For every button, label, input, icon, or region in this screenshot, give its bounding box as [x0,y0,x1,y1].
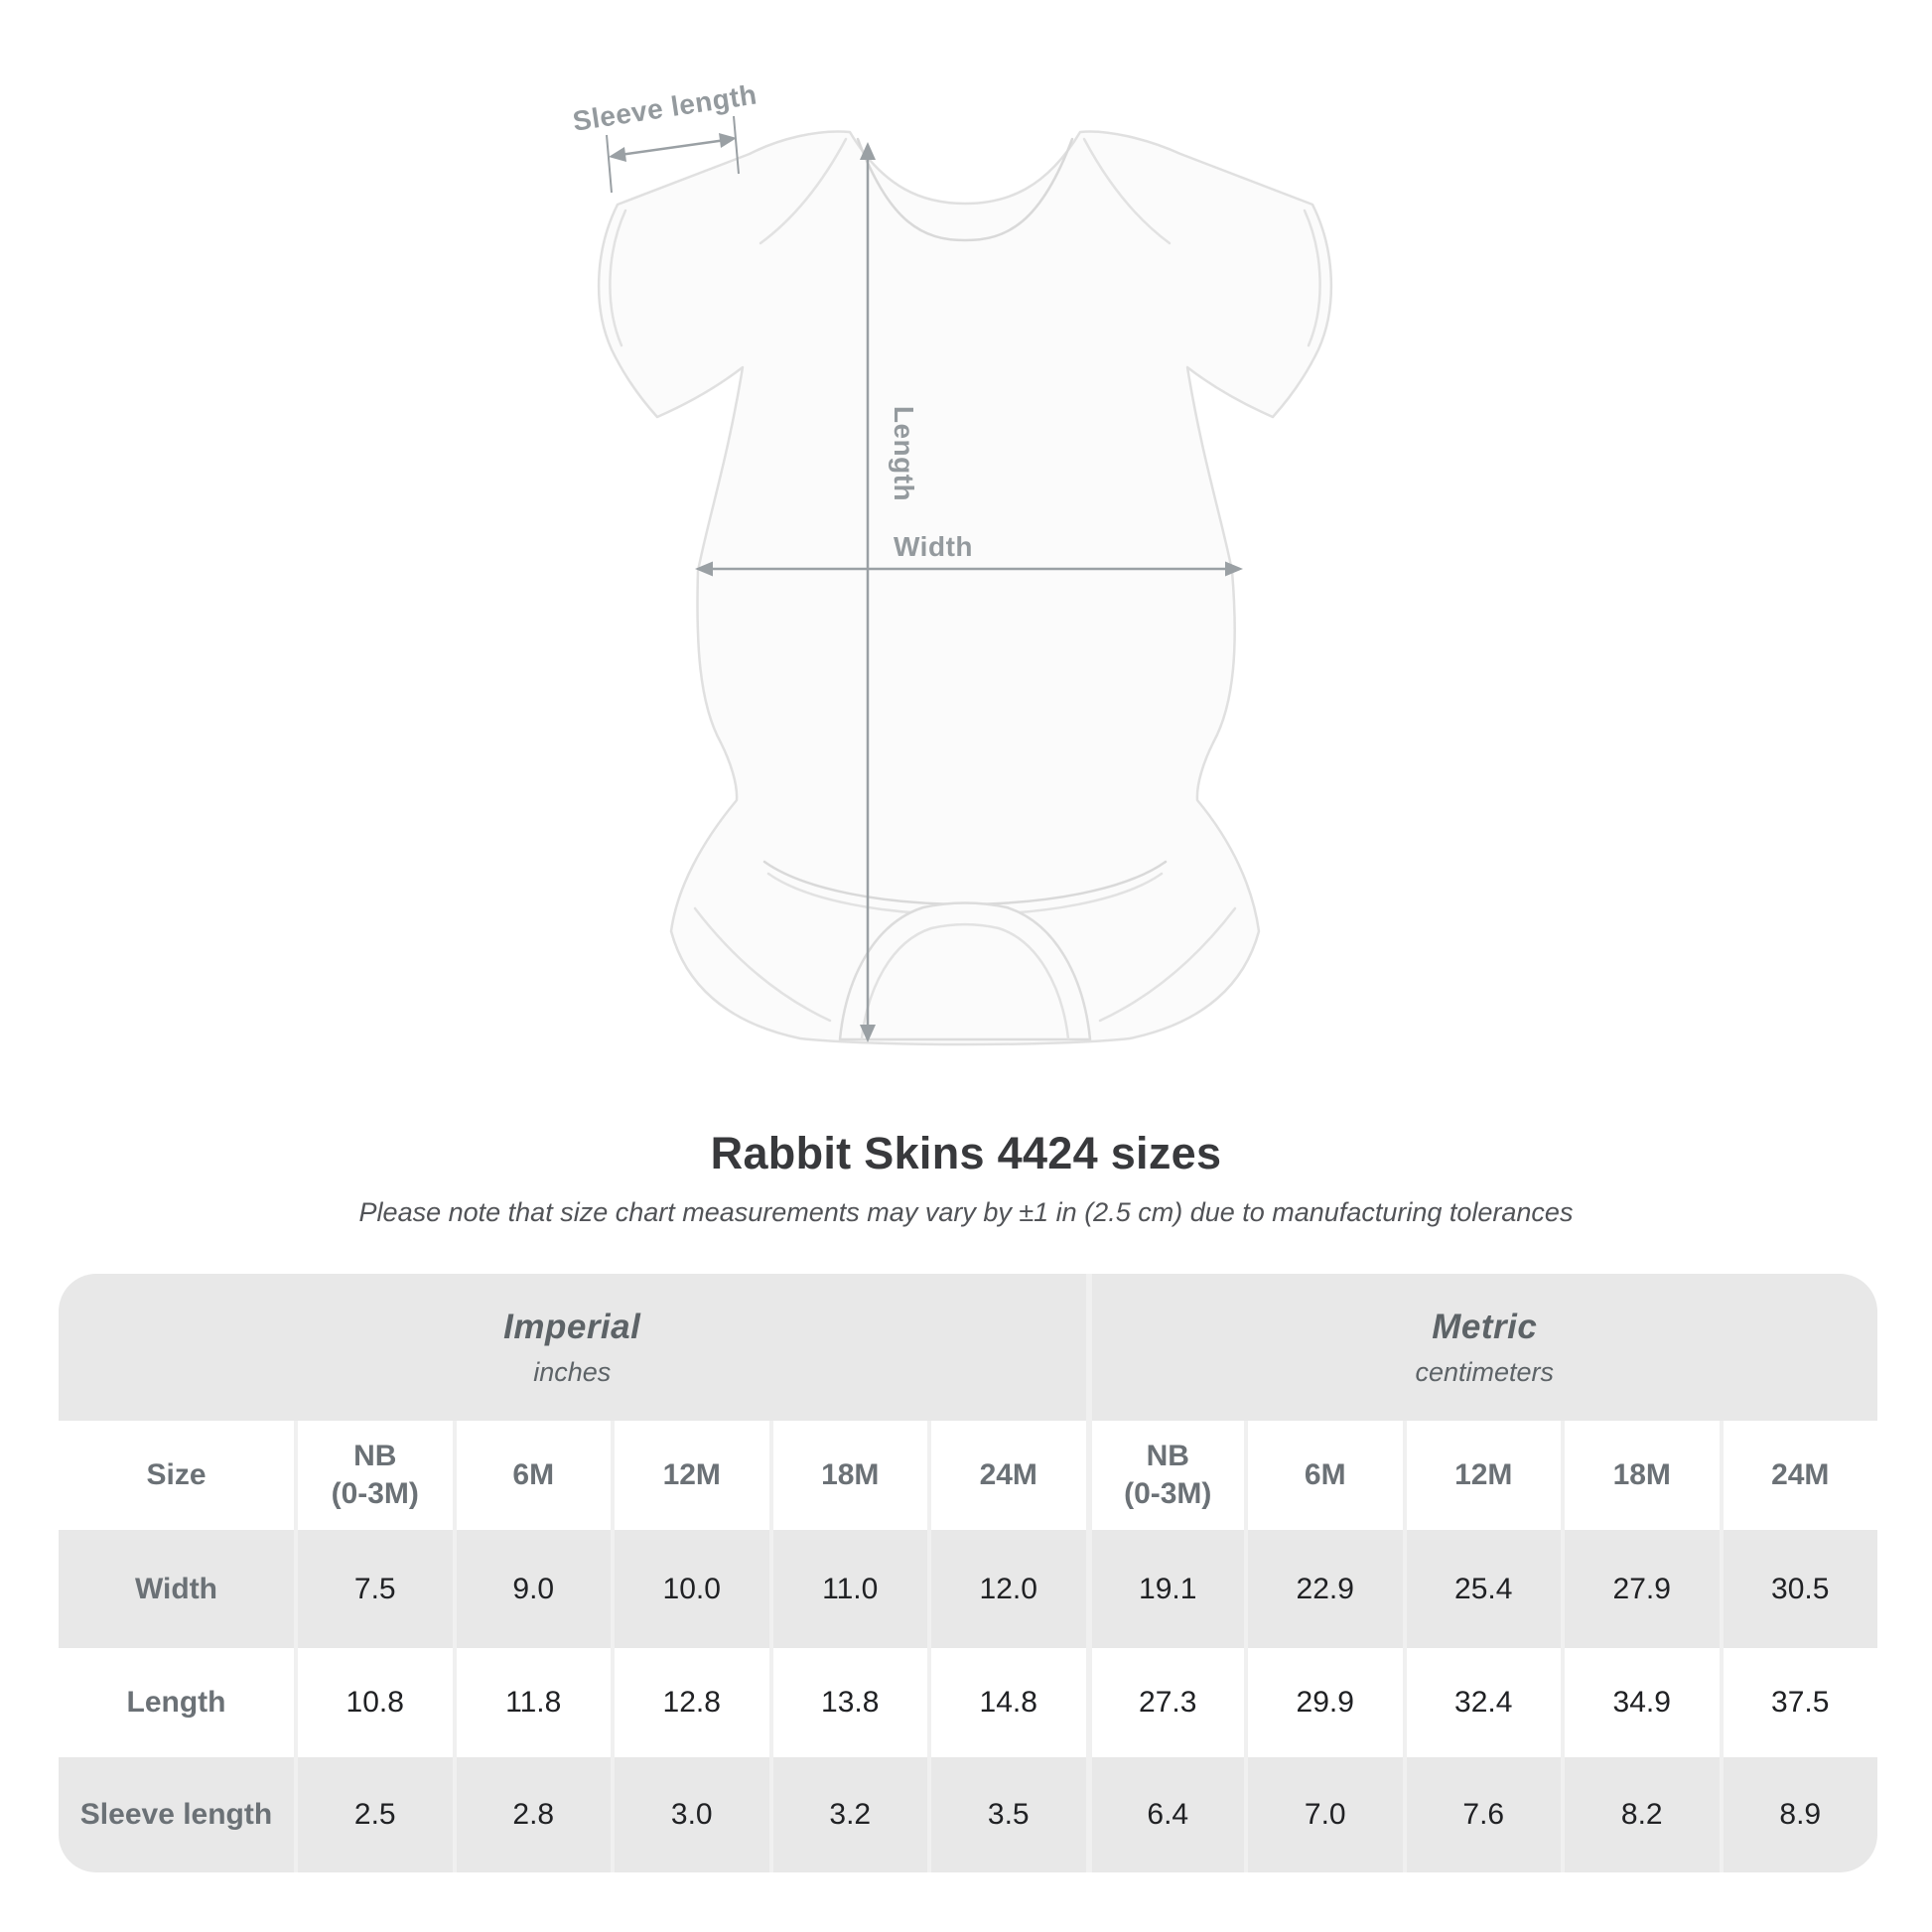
cell-value: 7.6 [1403,1757,1562,1872]
column-header-row [59,1421,1877,1530]
cell-value: 3.0 [611,1757,769,1872]
cell-value: 27.9 [1561,1530,1720,1648]
col-header-nb-imperial [294,1421,453,1530]
cell-value: 14.8 [927,1648,1086,1757]
cell-value: 10.8 [294,1648,453,1757]
imperial-band [59,1274,1086,1421]
cell-value: 12.8 [611,1648,769,1757]
cell-value: 7.0 [1244,1757,1403,1872]
col-header-6m-imperial [453,1421,612,1530]
cell-value: 11.0 [769,1530,928,1648]
col-header-line2: (0-3M) [1124,1477,1212,1510]
cell-value: 7.5 [294,1530,453,1648]
sleeve-length-label: Sleeve length [570,78,759,137]
col-header-12m-metric [1403,1421,1562,1530]
width-label: Width [894,531,973,562]
cell-value: 2.8 [453,1757,612,1872]
col-header-line1: 12M [662,1458,721,1491]
col-header-line1: NB [353,1440,397,1472]
col-header-line1: 24M [1771,1458,1830,1491]
cell-value: 10.0 [611,1530,769,1648]
metric-band [1086,1274,1878,1421]
cell-value: 22.9 [1244,1530,1403,1648]
cell-value: 8.9 [1720,1757,1878,1872]
cell-value: 3.5 [927,1757,1086,1872]
cell-value: 6.4 [1086,1757,1245,1872]
table-row-sleeve-length [59,1757,1877,1872]
cell-value: 12.0 [927,1530,1086,1648]
row-label-sleeve-length: Sleeve length [59,1757,294,1872]
col-header-line1: 24M [979,1458,1037,1491]
cell-value: 9.0 [453,1530,612,1648]
cell-value: 27.3 [1086,1648,1245,1757]
col-header-line1: 6M [1304,1458,1346,1491]
cell-value: 34.9 [1561,1648,1720,1757]
col-header-24m-imperial [927,1421,1086,1530]
col-header-18m-metric [1561,1421,1720,1530]
cell-value: 19.1 [1086,1530,1245,1648]
col-header-6m-metric [1244,1421,1403,1530]
col-header-24m-metric [1720,1421,1878,1530]
row-label-length: Length [59,1648,294,1757]
cell-value: 3.2 [769,1757,928,1872]
cell-value: 11.8 [453,1648,612,1757]
imperial-label: Imperial [503,1307,641,1346]
size-table [59,1274,1877,1872]
col-header-line1: 18M [821,1458,880,1491]
size-column-header: Size [59,1421,294,1530]
length-label: Length [889,405,919,502]
col-header-line1: 6M [512,1458,555,1491]
col-header-line1: 12M [1454,1458,1513,1491]
cell-value: 32.4 [1403,1648,1562,1757]
col-header-18m-imperial [769,1421,928,1530]
cell-value: 8.2 [1561,1757,1720,1872]
cell-value: 29.9 [1244,1648,1403,1757]
col-header-line1: 18M [1612,1458,1671,1491]
row-label-width: Width [59,1530,294,1648]
table-row-width [59,1530,1877,1648]
col-header-nb-metric [1086,1421,1245,1530]
metric-label: Metric [1432,1307,1538,1346]
unit-band-row [59,1274,1877,1421]
imperial-unit-label: inches [533,1356,612,1387]
cell-value: 2.5 [294,1757,453,1872]
col-header-line1: NB [1146,1440,1189,1472]
table-row-length [59,1648,1877,1757]
tolerance-note: Please note that size chart measurements may vary by ±1 in (2.5 cm) due to manufacturing tolerances [358,1197,1574,1227]
cell-value: 37.5 [1720,1648,1878,1757]
cell-value: 13.8 [769,1648,928,1757]
cell-value: 30.5 [1720,1530,1878,1648]
cell-value: 25.4 [1403,1530,1562,1648]
metric-unit-label: centimeters [1415,1356,1555,1387]
col-header-12m-imperial [611,1421,769,1530]
page-title: Rabbit Skins 4424 sizes [710,1128,1222,1178]
col-header-line2: (0-3M) [331,1477,419,1510]
